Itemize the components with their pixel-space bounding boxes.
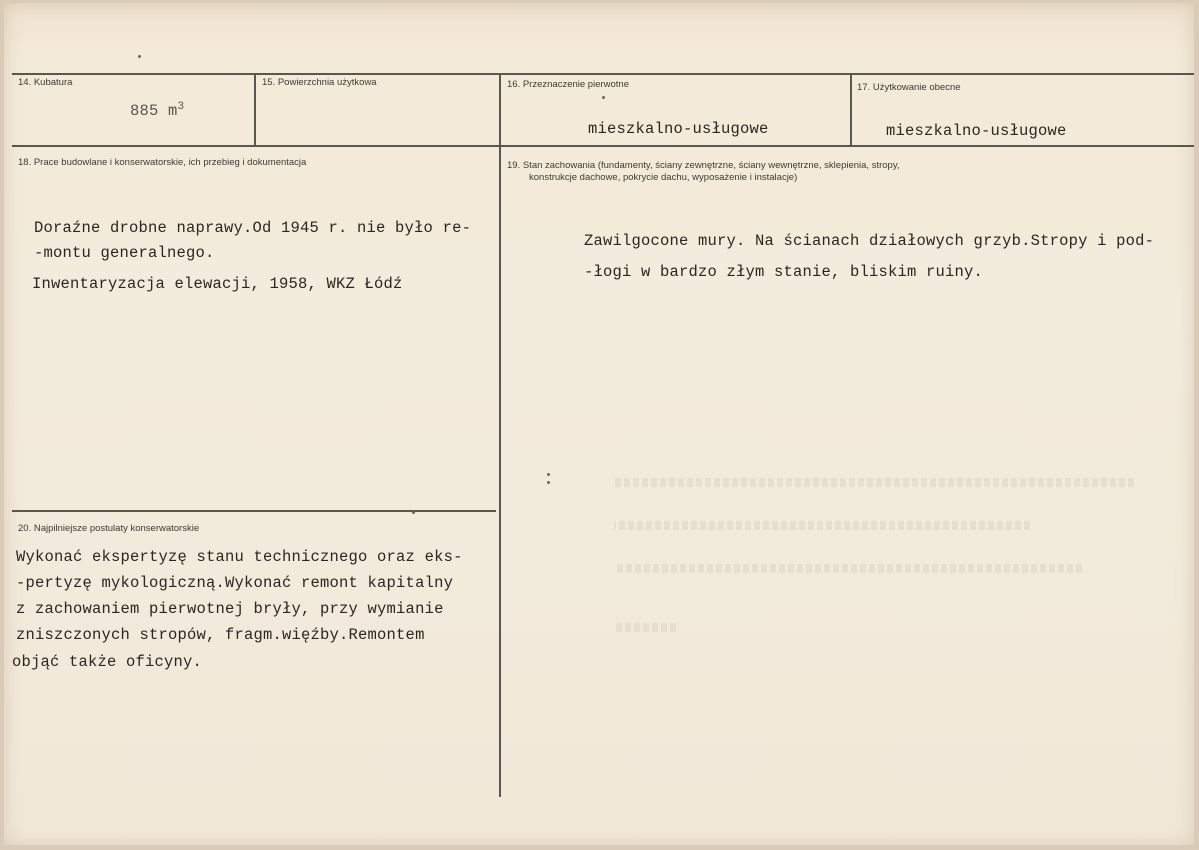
field-19-line-1: Zawilgocone mury. Na ścianach działowych grzyb.Stropy i pod- [584, 232, 1155, 250]
field-18-line-2: -montu generalnego. [34, 244, 215, 262]
record-card [4, 3, 1194, 845]
stray-mark [602, 96, 605, 99]
field-14-value [130, 101, 184, 120]
field-20-line-4: zniszczonych stropów, fragm.więźby.Remontem [16, 626, 425, 644]
row1-bottom-rule [12, 145, 1194, 147]
field-20-line-5: objąć także oficyny. [12, 653, 203, 671]
field-19-label-line-1: 19. Stan zachowania (fundamenty, ściany zewnętrzne, ściany wewnętrzne, sklepienia, stropy, [507, 160, 900, 171]
field-16-label: 16. Przeznaczenie pierwotne [507, 79, 629, 90]
field-19-line-2: -łogi w bardzo złym stanie, bliskim ruiny. [584, 263, 984, 281]
col-divider-1 [254, 73, 256, 146]
field-14-label: 14. Kubatura [18, 77, 73, 88]
field-19-label-line-2: konstrukcje dachowe, pokrycie dachu, wyposażenie i instalacje) [529, 172, 798, 183]
row2-mid-rule [12, 510, 496, 512]
stray-mark [547, 473, 550, 476]
field-20-line-1: Wykonać ekspertyzę stanu technicznego oraz eks- [16, 548, 463, 566]
show-through-block [614, 458, 1134, 578]
top-rule [12, 73, 1194, 75]
stray-mark [547, 481, 550, 484]
field-18-line-1: Doraźne drobne naprawy.Od 1945 r. nie było re- [34, 219, 472, 237]
field-18-line-3: Inwentaryzacja elewacji, 1958, WKZ Łódź [32, 275, 403, 293]
field-20-line-2: -pertyzę mykologiczną.Wykonać remont kapitalny [16, 574, 454, 592]
field-20-line-3: z zachowaniem pierwotnej bryły, przy wymianie [16, 600, 444, 618]
field-14-value-sup: 3 [177, 101, 185, 113]
stray-mark [138, 55, 141, 58]
field-15-label: 15. Powierzchnia użytkowa [262, 77, 377, 88]
field-20-label: 20. Najpilniejsze postulaty konserwatorskie [18, 523, 200, 534]
field-14-value-text: 885 m [130, 102, 178, 121]
field-16-value: mieszkalno-usługowe [588, 120, 769, 138]
field-18-label: 18. Prace budowlane i konserwatorskie, ich przebieg i dokumentacja [18, 157, 307, 168]
field-17-label: 17. Użytkowanie obecne [857, 82, 961, 93]
stray-mark [412, 511, 415, 514]
col-divider-2 [499, 73, 501, 797]
col-divider-3 [850, 73, 852, 146]
field-17-value: mieszkalno-usługowe [886, 122, 1067, 140]
